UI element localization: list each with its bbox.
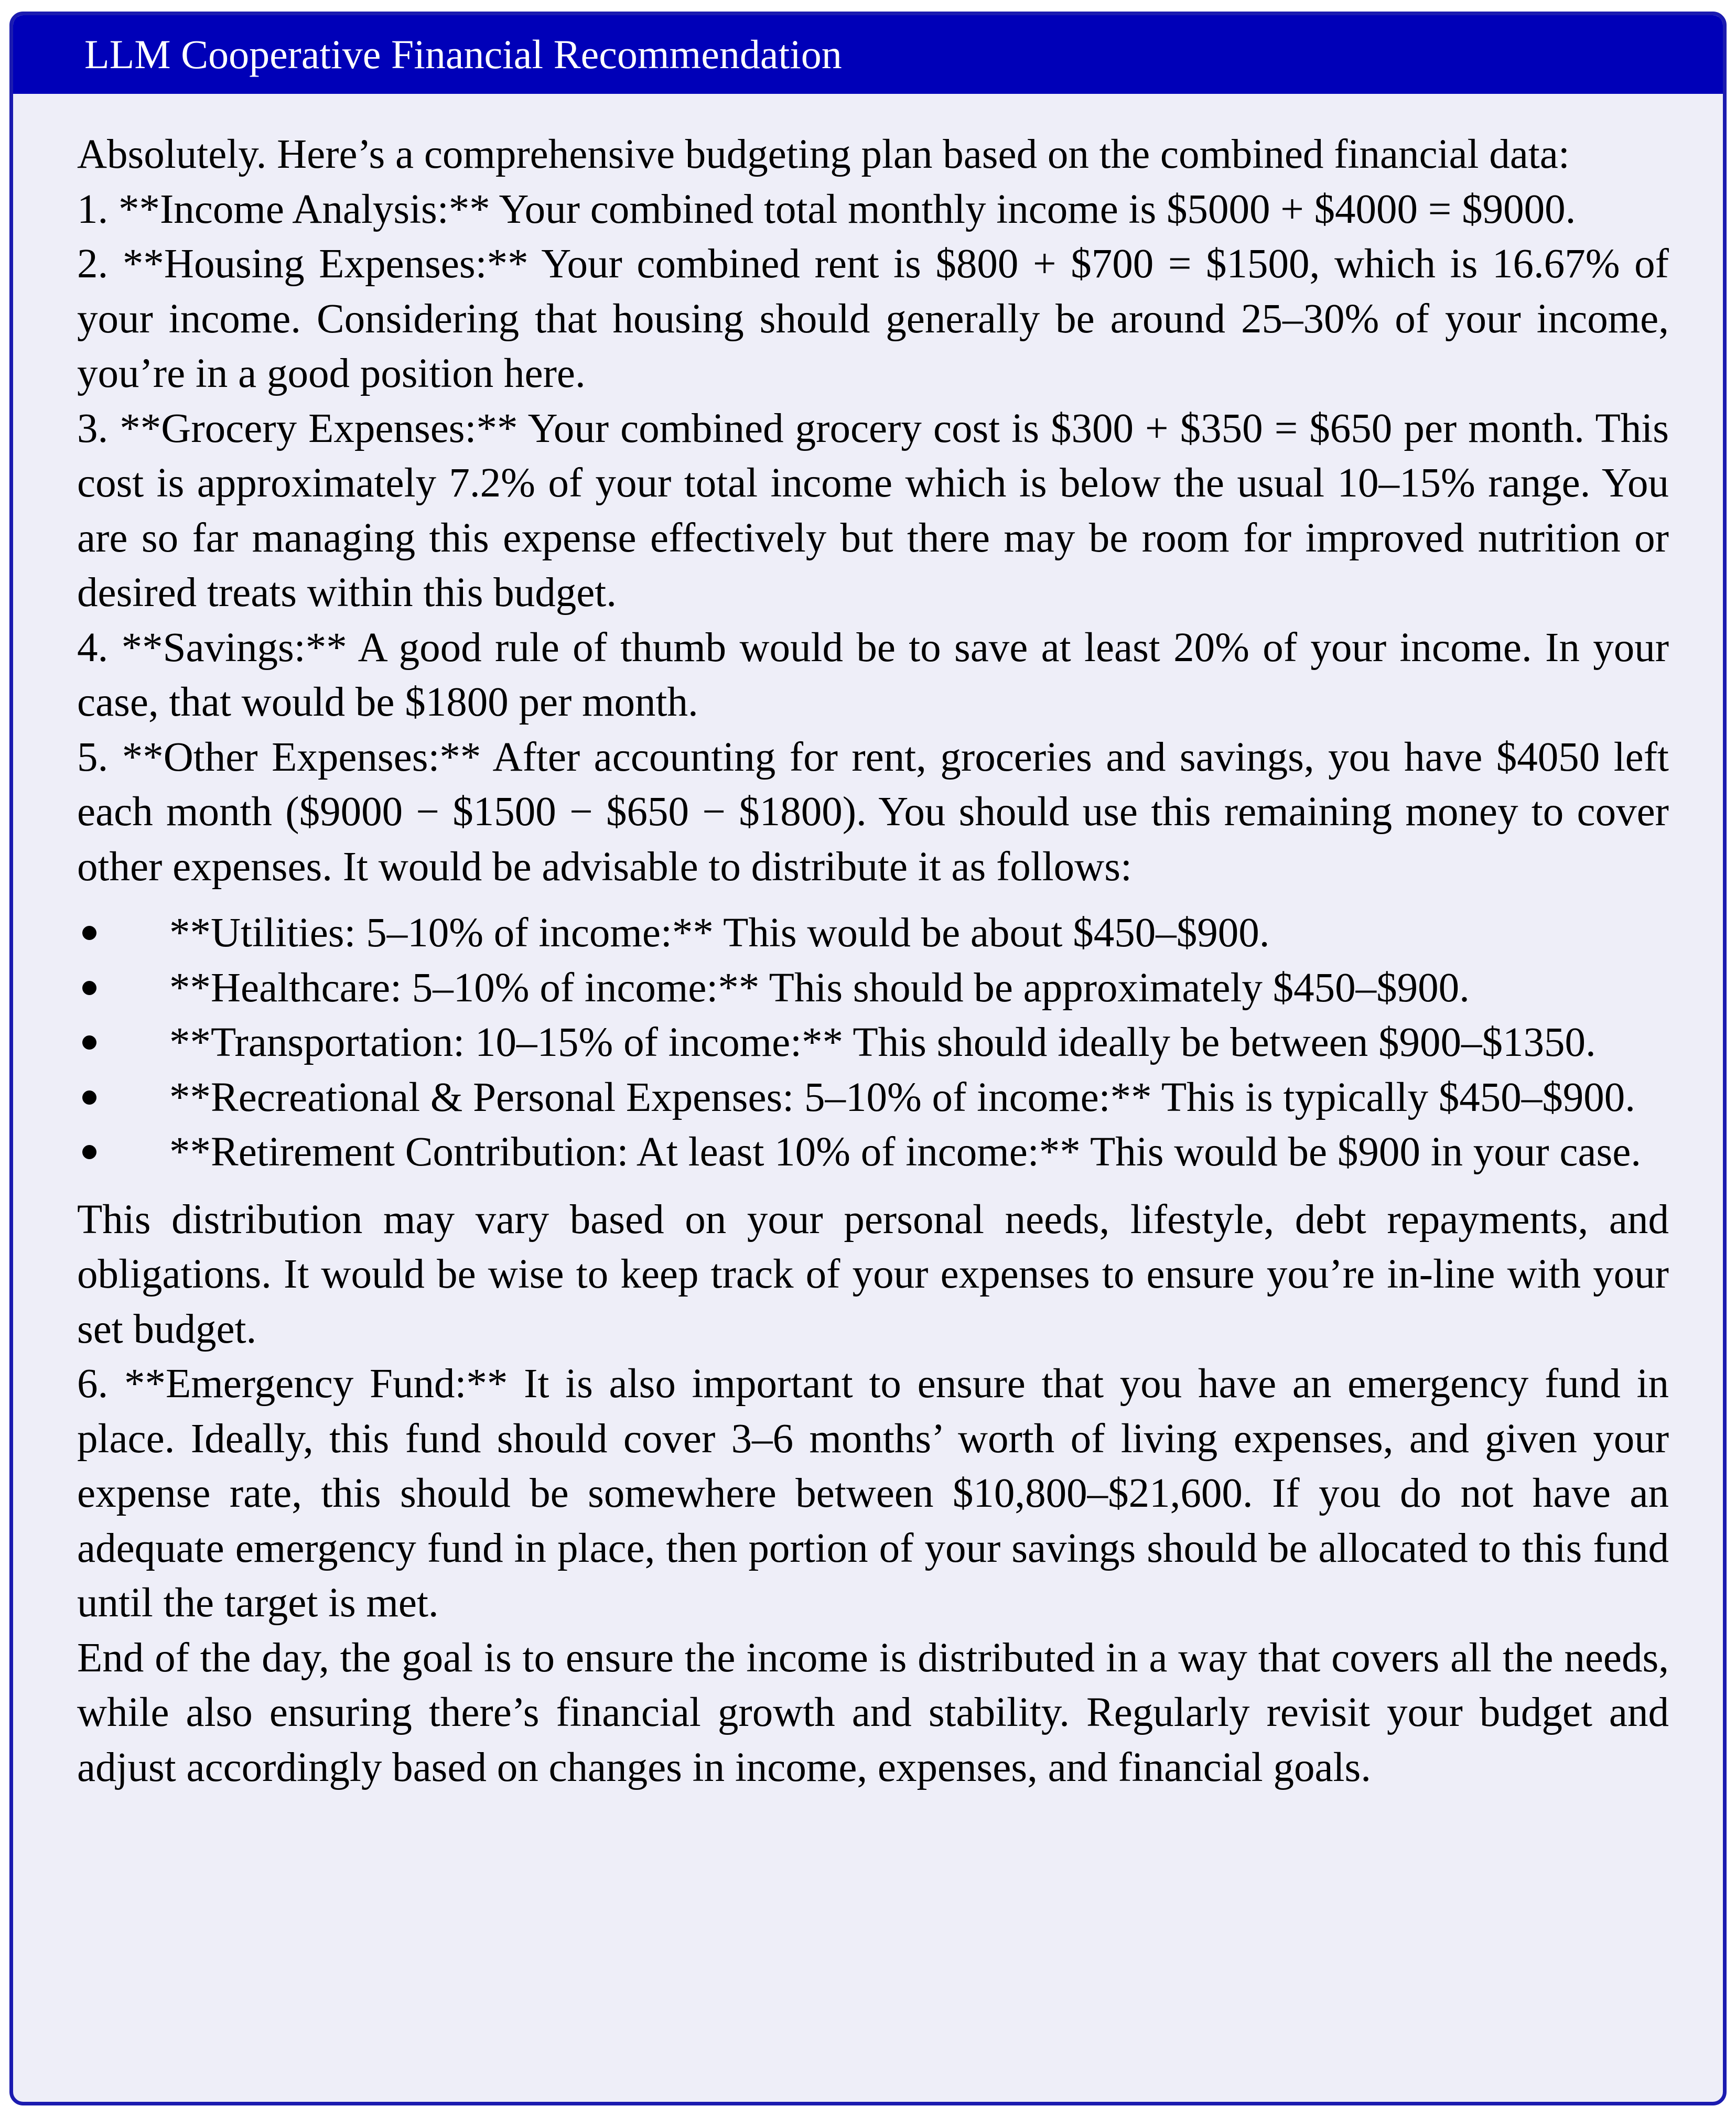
conclusion-paragraph: End of the day, the goal is to ensure the income is distributed in a way that covers all the needs, while also ensuring there’s financial growth and stability. Regularly revisit your budget and adjust accordingly based on changes in income, expenses, and financial goals.	[77, 1635, 1669, 1790]
bullet-recreational	[77, 1071, 1669, 1126]
box-body	[77, 127, 1669, 1795]
bullet-dot-icon	[82, 981, 96, 995]
distribution-note: This distribution may vary based on your personal needs, lifestyle, debt repayments, and obligations. It would be wise to keep track of your expenses to ensure you’re in-line with your set budget.	[77, 1196, 1669, 1352]
recommendation-box	[9, 12, 1727, 2105]
bullet-dot-icon	[82, 1145, 96, 1159]
bullet-text: **Retirement Contribution: At least 10% of income:** This would be $900 in your case.	[169, 1129, 1642, 1175]
bullet-text: **Utilities: 5–10% of income:** This would be about $450–$900.	[169, 910, 1270, 956]
bullet-dot-icon	[82, 1035, 96, 1050]
bullet-text: **Healthcare: 5–10% of income:** This should be approximately $450–$900.	[169, 965, 1470, 1011]
expense-bullet-list	[77, 906, 1669, 1180]
other-expenses-item: 5. **Other Expenses:** After accounting for rent, groceries and savings, you have $4050 left each month ($9000 − $1500 − $650 − $1800). You should use this remaining money to cover other expenses. It would be advisable to distribute it as follows:	[77, 734, 1669, 890]
bullet-utilities	[77, 906, 1669, 961]
bullet-dot-icon	[82, 926, 96, 940]
bullet-healthcare	[77, 961, 1669, 1016]
savings-item: 4. **Savings:** A good rule of thumb would be to save at least 20% of your income. In your case, that would be $1800 per month.	[77, 624, 1669, 725]
bullet-transportation	[77, 1016, 1669, 1071]
emergency-fund-item: 6. **Emergency Fund:** It is also important to ensure that you have an emergency fund in place. Ideally, this fund should cover 3–6 months’ worth of living expenses, and given your expense rate, this should be somewhere between $10,800–$21,600. If you do not have an adequate emergency fund in place, then portion of your savings should be allocated to this fund until the target is met.	[77, 1361, 1669, 1626]
income-analysis-item: 1. **Income Analysis:** Your combined total monthly income is $5000 + $4000 = $9000.	[77, 186, 1576, 232]
bullet-text: **Recreational & Personal Expenses: 5–10% of income:** This is typically $450–$900.	[169, 1074, 1635, 1120]
bullet-dot-icon	[82, 1090, 96, 1105]
housing-expenses-item: 2. **Housing Expenses:** Your combined rent is $800 + $700 = $1500, which is 16.67% of your income. Considering that housing should generally be around 25–30% of your income, you’re in a good position here.	[77, 241, 1669, 396]
grocery-expenses-item: 3. **Grocery Expenses:** Your combined grocery cost is $300 + $350 = $650 per month. This cost is approximately 7.2% of your total income which is below the usual 10–15% range. You are so far managing this expense effectively but there may be room for improved nutrition or desired treats within this budget.	[77, 405, 1669, 615]
intro-paragraph: Absolutely. Here’s a comprehensive budgeting plan based on the combined financial data:	[77, 132, 1570, 177]
bullet-text: **Transportation: 10–15% of income:** This should ideally be between $900–$1350.	[169, 1020, 1596, 1065]
bullet-retirement	[77, 1125, 1669, 1180]
box-title: LLM Cooperative Financial Recommendation	[13, 15, 1723, 94]
